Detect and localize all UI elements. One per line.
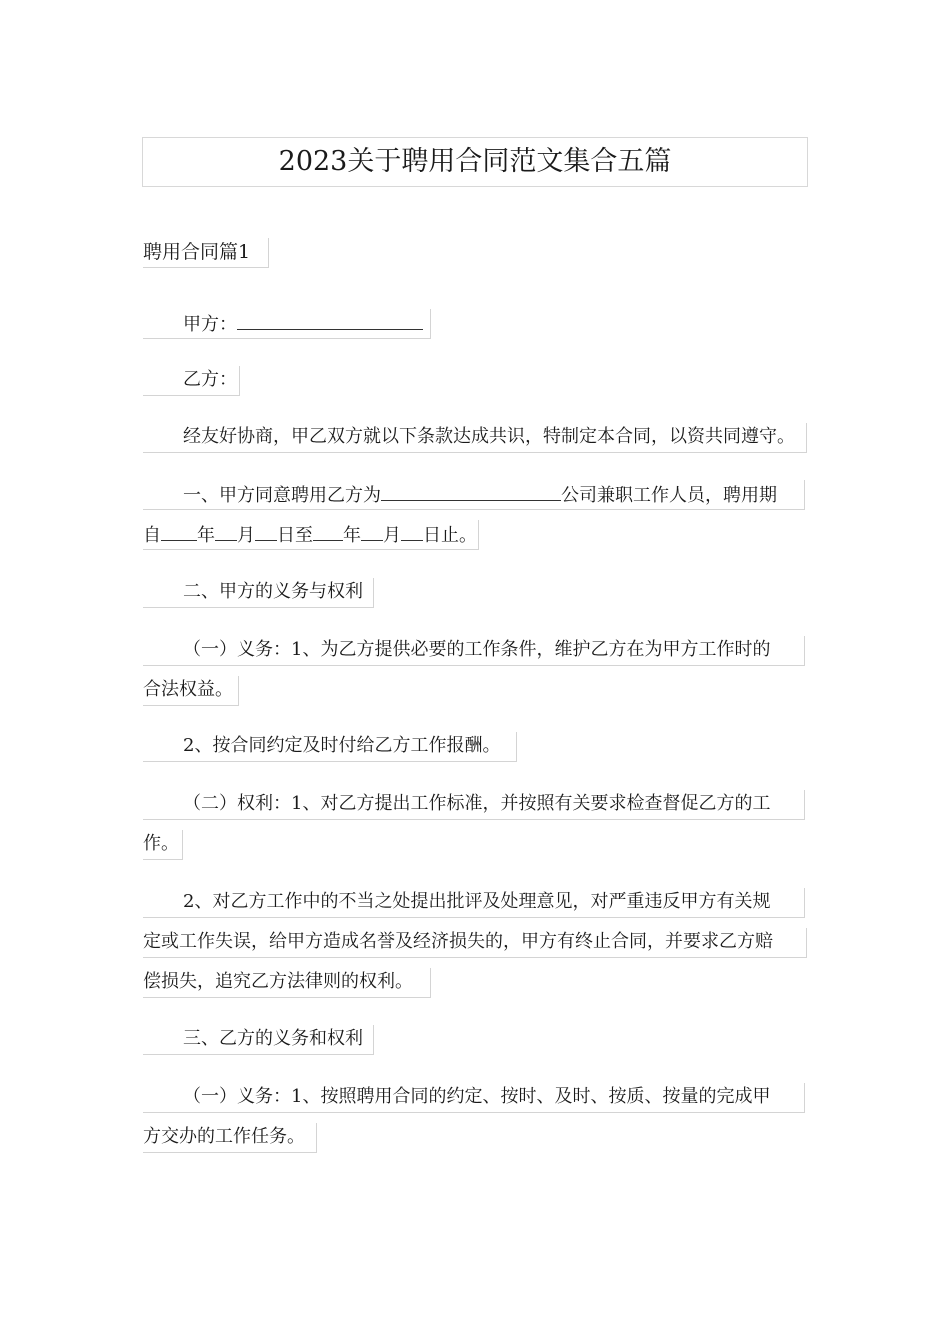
clause2-4-line2 (143, 928, 807, 958)
clause1-from: 自 (143, 525, 161, 546)
clause2-1-text-1: （一）义务：1、为乙方提供必要的工作条件，维护乙方在为甲方工作时的 (183, 639, 771, 660)
clause2-3-text-1: （二）权利：1、对乙方提出工作标准，并按照有关要求检查督促乙方的工 (183, 793, 771, 814)
end-year-blank (313, 520, 343, 541)
start-month-blank (215, 520, 237, 541)
clause2-2-line (143, 732, 517, 762)
clause1-month-1: 月 (237, 525, 255, 546)
company-blank (381, 480, 561, 501)
clause2-4-text-2: 定或工作失误，给甲方造成名誉及经济损失的，甲方有终止合同，并要求乙方赔 (143, 931, 773, 952)
section-heading-text: 聘用合同篇1 (143, 241, 251, 263)
party-b-line (143, 366, 240, 396)
clause3-heading (143, 1025, 374, 1055)
party-b-label: 乙方： (183, 369, 237, 390)
clause2-3-text-2: 作。 (143, 833, 179, 854)
clause1-end: 日止。 (423, 525, 477, 546)
clause1-line1 (143, 480, 805, 510)
clause2-heading (143, 578, 374, 608)
clause1-line2 (143, 520, 479, 550)
party-a-label: 甲方： (183, 314, 237, 335)
intro-line (143, 423, 807, 453)
clause2-3-line1 (143, 790, 805, 820)
start-day-blank (255, 520, 277, 541)
clause2-1-text-2: 合法权益。 (143, 679, 233, 700)
clause2-4-line3 (143, 968, 431, 998)
clause2-4-text-3: 偿损失，追究乙方法律则的权利。 (143, 971, 413, 992)
end-month-blank (361, 520, 383, 541)
party-a-line (143, 309, 431, 339)
end-day-blank (401, 520, 423, 541)
clause2-1-line2 (143, 676, 239, 706)
clause2-1-line1 (143, 636, 805, 666)
clause1-part1: 一、甲方同意聘用乙方为 (183, 485, 381, 506)
clause3-heading-text: 三、乙方的义务和权利 (183, 1028, 363, 1049)
start-year-blank (161, 520, 197, 541)
clause3-1-text-2: 方交办的工作任务。 (143, 1126, 305, 1147)
party-a-blank (237, 309, 423, 330)
clause2-4-text-1: 2、对乙方工作中的不当之处提出批评及处理意见，对严重违反甲方有关规 (183, 891, 771, 912)
clause1-year-1: 年 (197, 525, 215, 546)
clause2-3-line2 (143, 830, 183, 860)
clause2-2-text: 2、按合同约定及时付给乙方工作报酬。 (183, 735, 501, 756)
clause1-part2: 公司兼职工作人员，聘用期 (561, 485, 777, 506)
section-heading (143, 238, 269, 268)
clause3-1-text-1: （一）义务：1、按照聘用合同的约定、按时、及时、按质、按量的完成甲 (183, 1086, 771, 1107)
title-box (142, 137, 808, 187)
clause1-month-2: 月 (383, 525, 401, 546)
clause2-heading-text: 二、甲方的义务与权利 (183, 581, 363, 602)
intro-text: 经友好协商，甲乙双方就以下条款达成共识，特制定本合同，以资共同遵守。 (183, 426, 795, 447)
clause2-4-line1 (143, 888, 805, 918)
clause3-1-line2 (143, 1123, 317, 1153)
clause1-day-to: 日至 (277, 525, 313, 546)
clause1-year-2: 年 (343, 525, 361, 546)
document-title: 2023关于聘用合同范文集合五篇 (278, 146, 672, 177)
clause3-1-line1 (143, 1083, 805, 1113)
